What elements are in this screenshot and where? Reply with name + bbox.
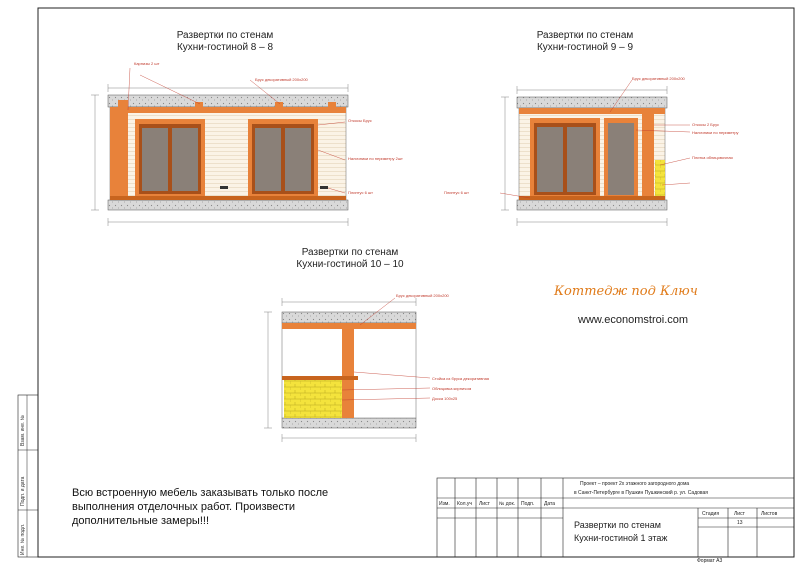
elevation-8-title-line1: Развертки по стенам bbox=[176, 30, 274, 41]
col-header: Лист bbox=[479, 501, 490, 507]
elevation-8-title bbox=[150, 30, 300, 54]
elevation-9-note: Наличники по периметру bbox=[692, 130, 739, 135]
project-line2: в Санкт-Петербурге в Пушкин Пушкинский р. ул. Садовая bbox=[574, 490, 708, 496]
furniture-remark: Всю встроенную мебель заказывать только после выполнения отделочных работ. Произвести дополнительные замеры!!! bbox=[72, 487, 329, 527]
elevation-8-note: Карнизы 2 шт bbox=[134, 61, 160, 66]
elevation-9-note: Плинтус 6 шт bbox=[444, 190, 469, 195]
elevation-8-title-line2: Кухни-гостиной 8 – 8 bbox=[176, 42, 274, 53]
side-stamp-label: Взам. инв. № bbox=[20, 415, 26, 446]
elevation-10-drawing bbox=[264, 298, 430, 442]
elevation-8-note: Наличники по периметру 2шт bbox=[348, 156, 403, 161]
brand-name: Коттедж под Ключ bbox=[554, 284, 698, 299]
sheet-title-line2: Кухни-гостиной 1 этаж bbox=[574, 533, 668, 543]
col-header: Кол.уч bbox=[457, 501, 472, 507]
elevation-10-note: Брус декоративный 200х200 bbox=[396, 293, 449, 298]
col-header: № док. bbox=[499, 501, 516, 507]
elevation-9-drawing bbox=[500, 80, 690, 226]
stage-label: Стадия bbox=[702, 511, 720, 517]
elevation-10-note: Стойка из бруса декоративная bbox=[432, 376, 489, 381]
elevation-10-title bbox=[275, 247, 425, 271]
elevation-9-title bbox=[510, 30, 660, 54]
brand-website-link[interactable]: www.economstroi.com bbox=[578, 314, 689, 326]
elevation-9-note: Брус декоративный 200х200 bbox=[632, 76, 685, 81]
elevation-10-note: Облицовка кирпичом bbox=[432, 386, 472, 391]
elevation-8-drawing bbox=[91, 68, 348, 226]
elevation-10-title-line2: Кухни-гостиной 10 – 10 bbox=[296, 259, 404, 270]
elevation-9-title-line1: Развертки по стенам bbox=[536, 30, 634, 41]
sheets-label: Листов bbox=[761, 511, 778, 517]
side-stamp-label: Подп. и дата bbox=[20, 476, 26, 506]
elevation-8-note: Плинтус 6 шт bbox=[348, 190, 373, 195]
elevation-9-note: Откосы 2 Брус bbox=[692, 122, 720, 127]
side-stamp-label: Инв. № подл. bbox=[20, 523, 26, 555]
col-header: Изм. bbox=[439, 501, 450, 507]
sheet-number: 13 bbox=[737, 520, 743, 526]
format-label: Формат А3 bbox=[697, 558, 723, 564]
sheet-label: Лист bbox=[734, 511, 745, 517]
sheet-frame bbox=[38, 8, 794, 557]
elevation-8-note: Брус декоративный 200х200 bbox=[255, 77, 308, 82]
elevation-9-title-line2: Кухни-гостиной 9 – 9 bbox=[536, 42, 634, 53]
project-line1: Проект – проект 2х этажного загородного дома bbox=[580, 481, 690, 487]
col-header: Подп. bbox=[521, 501, 535, 507]
col-header: Дата bbox=[544, 501, 556, 507]
sheet-title-line1: Развертки по стенам bbox=[574, 520, 661, 530]
elevation-9-note: Плитка облицовочная bbox=[692, 155, 733, 160]
elevation-10-note: Доска 100х25 bbox=[432, 396, 458, 401]
elevation-10-title-line1: Развертки по стенам bbox=[301, 247, 399, 258]
elevation-8-note: Откосы Брус bbox=[348, 118, 372, 123]
